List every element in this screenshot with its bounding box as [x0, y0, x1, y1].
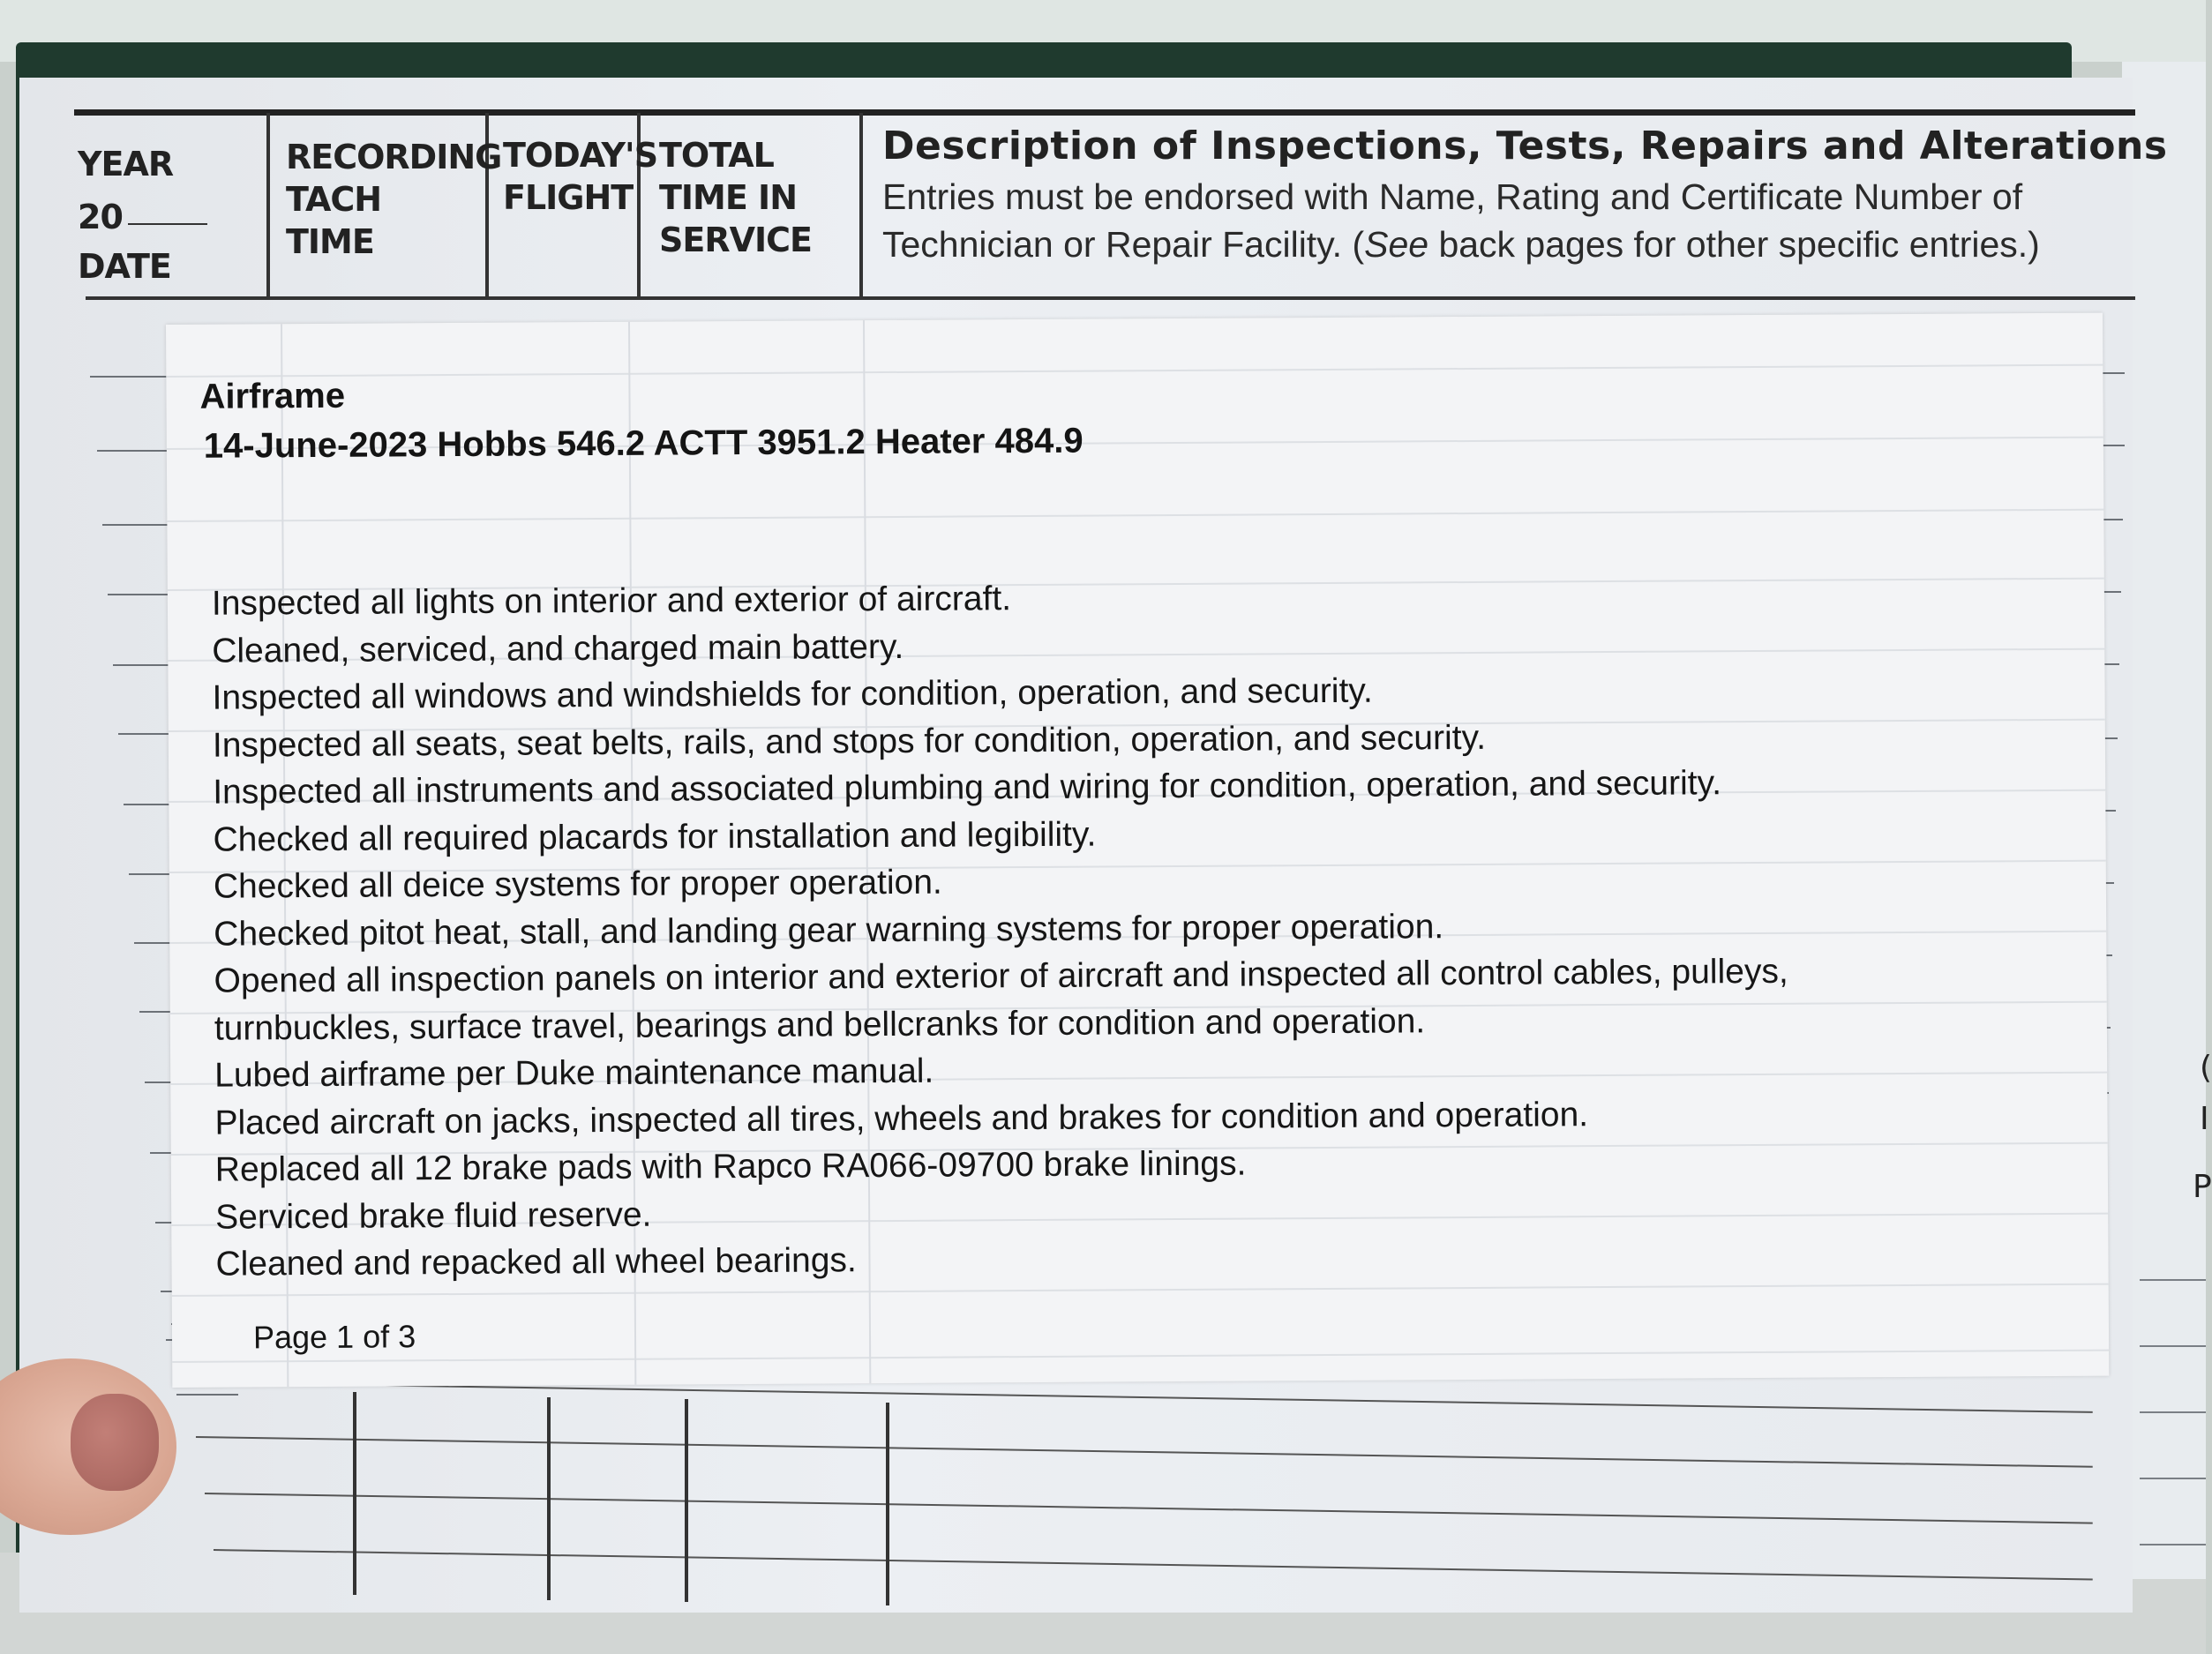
entry-line: Inspected all windows and windshields for condition, operation, and security.	[212, 671, 1373, 717]
entry-line: Inspected all seats, seat belts, rails, and stops for condition, operation, and security.	[212, 718, 1487, 765]
entry-line: Checked all required placards for installation and legibility.	[213, 815, 1097, 859]
total-time-in-service-header: TOTAL TIME IN SERVICE	[659, 136, 812, 259]
facing-page	[2122, 62, 2212, 1579]
thumbnail-nail	[71, 1394, 159, 1491]
entry-line: Replaced all 12 brake pads with Rapco RA066-09700 brake linings.	[214, 1144, 1247, 1189]
entry-line: Opened all inspection panels on interior and exterior of aircraft and inspected all control cables, pulleys,	[214, 952, 1788, 1000]
entry-line: Checked all deice systems for proper operation.	[213, 863, 942, 906]
header-bottom-rule	[86, 296, 2135, 300]
entry-line: Placed aircraft on jacks, inspected all tires, wheels and brakes for condition and operation.	[214, 1095, 1589, 1142]
facing-page-glyph: P	[2193, 1169, 2212, 1205]
entry-date-and-times: 14-June-2023 Hobbs 546.2 ACTT 3951.2 Heater 484.9	[203, 421, 1084, 466]
entry-line: Inspected all lights on interior and exterior of aircraft.	[211, 580, 1012, 623]
column-divider	[859, 113, 863, 298]
year-label: YEAR	[78, 145, 174, 183]
taped-maintenance-entry	[166, 313, 2109, 1388]
entry-title: Airframe	[199, 376, 346, 416]
todays-flight-header: TODAY'S FLIGHT	[503, 136, 658, 217]
recording-tach-time-header: RECORDING TACH TIME	[286, 138, 502, 261]
page-number: Page 1 of 3	[252, 1318, 416, 1356]
facing-page-glyph: I	[2200, 1101, 2209, 1137]
header-top-rule	[74, 109, 2135, 116]
entry-line: Checked pitot heat, stall, and landing gear warning systems for proper operation.	[214, 907, 1444, 954]
entry-line: turnbuckles, surface travel, bearings and bellcranks for condition and operation.	[214, 1001, 1426, 1048]
entry-line: Inspected all instruments and associated plumbing and wiring for condition, operation, and security.	[213, 764, 1722, 812]
entry-line: Cleaned and repacked all wheel bearings.	[215, 1241, 857, 1284]
entry-line: Serviced brake fluid reserve.	[215, 1195, 652, 1237]
entry-line: Cleaned, serviced, and charged main battery.	[212, 627, 904, 670]
description-column-title: Description of Inspections, Tests, Repairs and Alterations	[882, 123, 2168, 168]
entry-line: Lubed airframe per Duke maintenance manual.	[214, 1052, 934, 1095]
description-column-instructions: Entries must be endorsed with Name, Rating and Certificate Number of Technician or Repair Facility. (See back pages for other specific entries.)	[882, 176, 2040, 265]
year-date-column-header	[78, 143, 207, 288]
entry-list	[212, 571, 1790, 1288]
column-divider	[266, 113, 270, 298]
date-label: DATE	[78, 247, 171, 286]
facing-page-glyph: (	[2200, 1050, 2212, 1086]
year-prefix: 20	[78, 196, 207, 238]
